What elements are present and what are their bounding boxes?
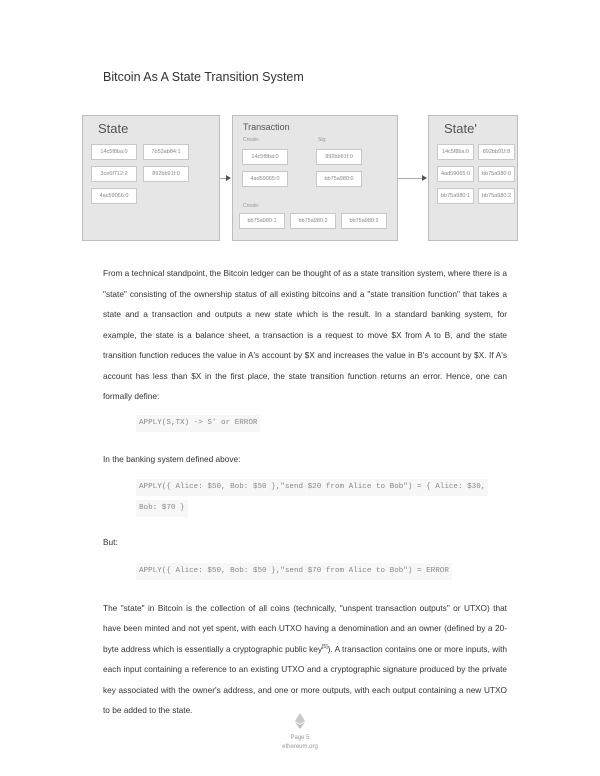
page-number: Page 5 xyxy=(290,735,310,741)
utxo-cell: 14c5f8ba:0 xyxy=(437,144,474,160)
create-label: Create: xyxy=(243,137,260,143)
code-block: APPLY({ Alice: $50, Bob: $50 },"send $70 from Alice to Bob") = ERROR xyxy=(136,563,452,580)
input-cell: 4ad59065:0 xyxy=(242,171,288,187)
output-cell: bb75a980:2 xyxy=(290,213,336,229)
sig-cell: bb75a980:0 xyxy=(316,171,362,187)
arrow-icon xyxy=(398,178,426,179)
input-cell: 14c5f8ba:0 xyxy=(242,149,288,165)
utxo-cell: 4ac59066:0 xyxy=(91,188,137,204)
utxo-cell: 3ce6f712:2 xyxy=(91,166,137,182)
transaction-box xyxy=(232,115,398,241)
section-title: Bitcoin As A State Transition System xyxy=(103,70,304,84)
body-text xyxy=(103,263,507,721)
state-prime-label: State' xyxy=(444,121,477,136)
utxo-cell: 4ad59065:0 xyxy=(437,166,474,182)
transaction-label: Transaction xyxy=(243,122,290,132)
ethereum-logo-icon xyxy=(295,713,305,729)
utxo-cell: bb75a980:2 xyxy=(478,188,515,204)
paragraph xyxy=(103,598,507,721)
utxo-cell: 7b53ab84:1 xyxy=(143,144,189,160)
utxo-cell: 892bb91f:0 xyxy=(143,166,189,182)
output-cell: bb75a980:2 xyxy=(341,213,387,229)
paragraph-text: ). A transaction contains one or more inputs, with each input containing a reference to an existing UTXO and a cryptographic signature produced by the private key associated with the owner's address, and one or more outputs, with each output containing a new UTXO to be added to the state. xyxy=(103,643,507,715)
reference-link[interactable]: [5] xyxy=(322,643,328,650)
utxo-cell: bb75a980:1 xyxy=(437,188,474,204)
sig-cell: 892bb91f:0 xyxy=(316,149,362,165)
arrow-icon xyxy=(220,178,230,179)
utxo-cell: 14c5f8ba:0 xyxy=(91,144,137,160)
code-block: Bob: $70 } xyxy=(136,500,188,517)
code-block: APPLY({ Alice: $50, Bob: $50 },"send $20 from Alice to Bob") = { Alice: $30, xyxy=(136,479,488,496)
paragraph: From a technical standpoint, the Bitcoin ledger can be thought of as a state transition system, where there is a "state" consisting of the ownership status of all existing bitcoins and a "state transition function" that takes a state and a transaction and outputs a new state which is the result. In a standard banking system, for example, the state is a balance sheet, a transaction is a request to move $X from A to B, and the state transition function reduces the value in A's account by $X and increases the value in B's account by $X. If A's account has less than $X in the first place, the state transition function returns an error. Hence, one can formally define: xyxy=(103,268,507,401)
outputs-label: Create: xyxy=(243,203,260,209)
utxo-cell: bb75a980:0 xyxy=(478,166,515,182)
code-block: APPLY(S,TX) -> S' or ERROR xyxy=(136,415,260,432)
paragraph-text: The "state" in Bitcoin is the collection of all coins (technically, "unspent transaction outputs" or UTXO) that have been minted and not yet spent, with each UTXO having a denomination and an owner (defined by a 20-byte address which is essentially a cryptographic public key xyxy=(103,602,507,654)
output-cell: bb75a980:1 xyxy=(239,213,285,229)
sig-label: Sig: xyxy=(318,137,327,143)
utxo-cell: 892bb91f:8 xyxy=(478,144,515,160)
paragraph: In the banking system defined above: xyxy=(103,453,241,464)
paragraph: But: xyxy=(103,537,118,547)
state-box xyxy=(82,115,220,241)
footer-site: ethereum.org xyxy=(282,744,318,750)
state-prime-box xyxy=(428,115,518,241)
state-label: State xyxy=(98,121,129,136)
